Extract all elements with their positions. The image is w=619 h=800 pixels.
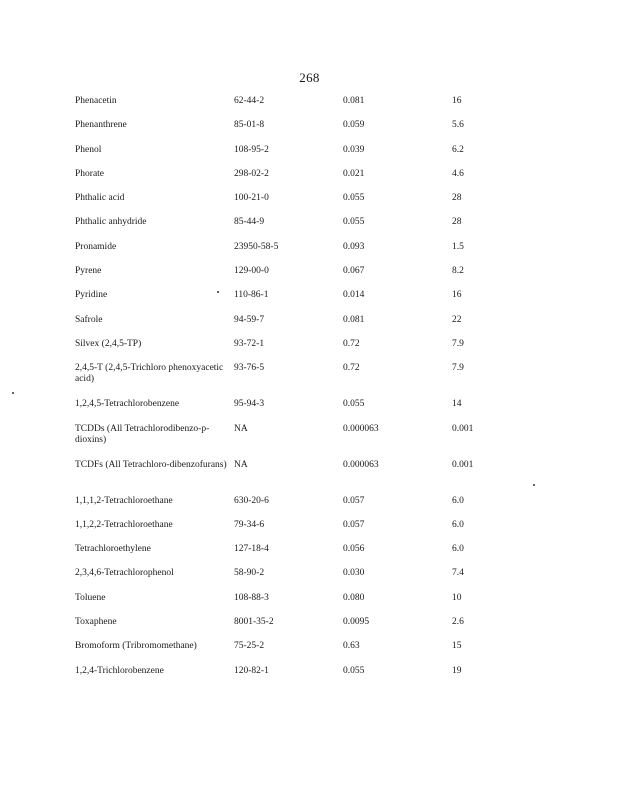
wastewater-standard: 0.0095 (343, 617, 370, 628)
table-row (75, 617, 565, 641)
constituent-name: Phthalic acid (75, 193, 125, 204)
nonwastewater-standard: 28 (452, 193, 462, 204)
table-row (75, 363, 565, 399)
cas-number: 110-86-1 (234, 290, 269, 301)
constituent-name: Pronamide (75, 241, 117, 252)
constituent-name: 1,1,1,2-Tetrachloroethane (75, 495, 173, 506)
cas-number: 75-25-2 (234, 641, 265, 652)
constituent-name: Safrole (75, 314, 103, 325)
table-row (75, 169, 565, 193)
wastewater-standard: 0.057 (343, 519, 365, 530)
table-row (75, 460, 565, 496)
nonwastewater-standard: 1.5 (452, 241, 464, 252)
wastewater-standard: 0.055 (343, 193, 365, 204)
nonwastewater-standard: 6.0 (452, 519, 464, 530)
constituent-name: Pyrene (75, 266, 102, 277)
wastewater-standard: 0.000063 (343, 423, 379, 434)
cas-number: 630-20-6 (234, 495, 269, 506)
cas-number: 58-90-2 (234, 568, 265, 579)
nonwastewater-standard: 2.6 (452, 617, 464, 628)
table-row (75, 290, 565, 314)
constituent-name: Phenol (75, 144, 102, 155)
constituent-name: Phenacetin (75, 96, 117, 106)
wastewater-standard: 0.057 (343, 495, 365, 506)
table-row (75, 242, 565, 266)
cas-number: NA (234, 459, 248, 470)
constituent-name: 1,2,4-Trichlorobenzene (75, 665, 164, 676)
cas-number: 129-00-0 (234, 266, 269, 277)
nonwastewater-standard: 8.2 (452, 266, 464, 277)
nonwastewater-standard: 7.4 (452, 568, 464, 579)
wastewater-standard: 0.056 (343, 544, 365, 555)
wastewater-standard: 0.021 (343, 168, 365, 179)
wastewater-standard: 0.055 (343, 665, 365, 676)
cas-number: 127-18-4 (234, 544, 269, 555)
table-row (75, 120, 565, 144)
cas-number: 93-72-1 (234, 338, 265, 349)
nonwastewater-standard: 15 (452, 641, 462, 652)
constituent-name: 1,1,2,2-Tetrachloroethane (75, 519, 173, 530)
table-row (75, 399, 565, 423)
constituent-name: 2,4,5-T (2,4,5-Trichloro phenoxyacetic acid) (75, 363, 224, 385)
cas-number: 85-01-8 (234, 120, 265, 131)
table-row (75, 424, 565, 460)
table-row (75, 520, 565, 544)
wastewater-standard: 0.72 (343, 363, 360, 374)
constituent-name: Toluene (75, 592, 106, 603)
constituent-name: TCDDs (All Tetrachlorodibenzo-p-dioxins) (75, 423, 210, 445)
cas-number: NA (234, 423, 248, 434)
table-row (75, 193, 565, 217)
constituent-name: Tetrachloroethylene (75, 544, 151, 555)
nonwastewater-standard: 0.001 (452, 423, 474, 434)
constituent-name: Phorate (75, 168, 105, 179)
wastewater-standard: 0.039 (343, 144, 365, 155)
cas-number: 23950-58-5 (234, 241, 279, 252)
table-row (75, 145, 565, 169)
constituent-name: TCDFs (All Tetrachloro-dibenzofurans) (75, 459, 227, 470)
wastewater-standard: 0.059 (343, 120, 365, 131)
nonwastewater-standard: 6.2 (452, 144, 464, 155)
wastewater-standard: 0.080 (343, 592, 365, 603)
nonwastewater-standard: 6.0 (452, 544, 464, 555)
table-row (75, 217, 565, 241)
scan-speck (217, 291, 219, 293)
wastewater-standard: 0.093 (343, 241, 365, 252)
cas-number: 95-94-3 (234, 399, 265, 410)
cas-number: 62-44-2 (234, 96, 265, 106)
table-row (75, 544, 565, 568)
cas-number: 85-44-9 (234, 217, 265, 228)
constituent-table (75, 96, 565, 690)
scan-speck (12, 392, 14, 394)
wastewater-standard: 0.081 (343, 314, 365, 325)
wastewater-standard: 0.055 (343, 217, 365, 228)
table-row (75, 666, 565, 690)
nonwastewater-standard: 10 (452, 592, 462, 603)
wastewater-standard: 0.72 (343, 338, 360, 349)
nonwastewater-standard: 0.001 (452, 459, 474, 470)
nonwastewater-standard: 7.9 (452, 338, 464, 349)
table-row (75, 568, 565, 592)
table-row (75, 593, 565, 617)
wastewater-standard: 0.055 (343, 399, 365, 410)
wastewater-standard: 0.000063 (343, 459, 379, 470)
constituent-name: Bromoform (Tribromomethane) (75, 641, 197, 652)
scan-speck (533, 484, 535, 486)
nonwastewater-standard: 5.6 (452, 120, 464, 131)
cas-number: 100-21-0 (234, 193, 269, 204)
constituent-name: 1,2,4,5-Tetrachlorobenzene (75, 399, 180, 410)
wastewater-standard: 0.014 (343, 290, 365, 301)
cas-number: 93-76-5 (234, 363, 265, 374)
table-row (75, 315, 565, 339)
constituent-name: 2,3,4,6-Tetrachlorophenol (75, 568, 174, 579)
cas-number: 120-82-1 (234, 665, 269, 676)
cas-number: 108-95-2 (234, 144, 269, 155)
page-number: 268 (299, 70, 320, 85)
wastewater-standard: 0.067 (343, 266, 365, 277)
constituent-name: Toxaphene (75, 617, 117, 628)
cas-number: 79-34-6 (234, 519, 265, 530)
wastewater-standard: 0.63 (343, 641, 360, 652)
table-row (75, 496, 565, 520)
nonwastewater-standard: 22 (452, 314, 462, 325)
cas-number: 298-02-2 (234, 168, 269, 179)
table-row (75, 96, 565, 120)
cas-number: 8001-35-2 (234, 617, 274, 628)
nonwastewater-standard: 28 (452, 217, 462, 228)
nonwastewater-standard: 7.9 (452, 363, 464, 374)
nonwastewater-standard: 6.0 (452, 495, 464, 506)
constituent-name: Silvex (2,4,5-TP) (75, 338, 142, 349)
wastewater-standard: 0.030 (343, 568, 365, 579)
wastewater-standard: 0.081 (343, 96, 365, 106)
table-row (75, 266, 565, 290)
cas-number: 94-59-7 (234, 314, 265, 325)
constituent-name: Phenanthrene (75, 120, 127, 131)
nonwastewater-standard: 4.6 (452, 168, 464, 179)
nonwastewater-standard: 16 (452, 96, 462, 106)
cas-number: 108-88-3 (234, 592, 269, 603)
constituent-name: Pyridine (75, 290, 108, 301)
nonwastewater-standard: 19 (452, 665, 462, 676)
table-row (75, 641, 565, 665)
nonwastewater-standard: 16 (452, 290, 462, 301)
table-row (75, 339, 565, 363)
constituent-name: Phthalic anhydride (75, 217, 147, 228)
nonwastewater-standard: 14 (452, 399, 462, 410)
